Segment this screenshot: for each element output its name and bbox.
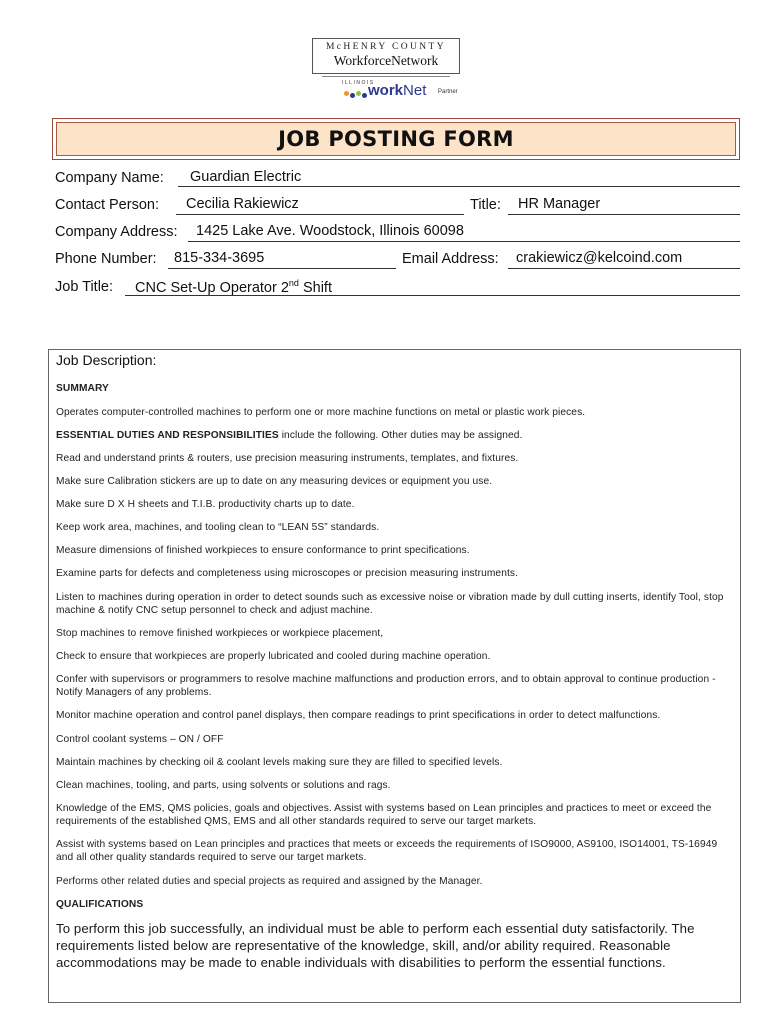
job-description-heading: Job Description: xyxy=(56,352,157,368)
logo-county-text: McHENRY COUNTY xyxy=(325,42,447,52)
logo-dot-icon xyxy=(356,91,361,96)
phone-number-value: 815-334-3695 xyxy=(174,250,265,266)
phone-number-field-line xyxy=(168,268,396,269)
duty-item: Assist with systems based on Lean principles and practices that meets or exceeds the requirements of ISO9000, AS9100, ISO14001, TS-16949 and all other quality standards required to serve our target markets. xyxy=(56,839,718,863)
email-address-value: crakiewicz@kelcoind.com xyxy=(516,250,683,266)
duties-intro: include the following. Other duties may be assigned. xyxy=(278,430,523,441)
job-title-value xyxy=(135,278,332,296)
duty-item: Examine parts for defects and completeness using microscopes or precision measuring instruments. xyxy=(56,568,519,579)
logo-worknet-text xyxy=(368,82,426,99)
job-title-suffix: Shift xyxy=(298,279,332,296)
duty-item: Control coolant systems – ON / OFF xyxy=(56,734,224,745)
company-name-label: Company Name: xyxy=(55,170,164,186)
job-title-main: CNC Set-Up Operator 2 xyxy=(135,279,289,296)
duty-item: Make sure Calibration stickers are up to date on any measuring devices or equipment you use. xyxy=(56,476,493,487)
duty-item: Knowledge of the EMS, QMS policies, goals and objectives. Assist with systems based on Lean principles and practices to meet or exceed the requirements of the established QMS, EMS and all other standards required to serve our target markets. xyxy=(56,803,712,827)
logo-network-text: WorkforceNetwork xyxy=(333,53,439,68)
duty-item: Performs other related duties and special projects as required and assigned by the Manager. xyxy=(56,876,483,887)
duty-item: Check to ensure that workpieces are properly lubricated and cooled during machine operation. xyxy=(56,651,491,662)
logo-work-text: work xyxy=(368,82,404,99)
duty-item: Read and understand prints & routers, use precision measuring instruments, templates, and fixtures. xyxy=(56,453,519,464)
company-address-label: Company Address: xyxy=(55,224,178,240)
contact-person-label: Contact Person: xyxy=(55,197,159,213)
title-label: Title: xyxy=(470,197,501,213)
duty-item: Clean machines, tooling, and parts, using solvents or solutions and rags. xyxy=(56,780,391,791)
qualifications-heading: QUALIFICATIONS xyxy=(56,899,144,910)
contact-person-field-line xyxy=(176,214,464,215)
qualifications-text: To perform this job successfully, an individual must be able to perform each essential duty satisfactorily. The requirements listed below are representative of the knowledge, skill, and/or ability required. Reasonable accommodations may be made to enable individuals with disabilities to perform the essential functions. xyxy=(56,921,695,970)
job-title-label: Job Title: xyxy=(55,279,114,295)
duty-item: Measure dimensions of finished workpieces to ensure conformance to print specifications. xyxy=(56,545,470,556)
phone-number-label: Phone Number: xyxy=(55,251,157,267)
contact-person-value: Cecilia Rakiewicz xyxy=(186,196,299,212)
job-title-superscript: nd xyxy=(288,278,299,288)
duty-item: Confer with supervisors or programmers to resolve machine malfunctions and production errors, and to obtain approval to continue production - Notify Managers of any problems. xyxy=(56,674,716,698)
company-address-value: 1425 Lake Ave. Woodstock, Illinois 60098 xyxy=(196,223,464,239)
email-address-field-line xyxy=(508,268,740,269)
title-value: HR Manager xyxy=(518,196,601,212)
logo-illinois-text: ILLINOIS xyxy=(342,80,375,86)
duty-item: Monitor machine operation and control panel displays, then compare readings to print specifications in order to detect malfunctions. xyxy=(56,710,661,721)
logo-dot-icon xyxy=(362,93,367,98)
duty-item: Stop machines to remove finished workpieces or workpiece placement, xyxy=(56,628,384,639)
duties-heading: ESSENTIAL DUTIES AND RESPONSIBILITIES xyxy=(56,430,279,441)
logo-dot-icon xyxy=(350,93,355,98)
email-address-label: Email Address: xyxy=(402,251,499,267)
duty-item: Make sure D X H sheets and T.I.B. productivity charts up to date. xyxy=(56,499,355,510)
logo-partner-text: Partner xyxy=(438,89,458,95)
illinois-worknet-logo xyxy=(338,80,468,102)
duty-item: Listen to machines during operation in order to detect sounds such as excessive noise or vibration made by dull cutting inserts, identify Tool, stop machine & notify CNC setup personnel to check and adjust machine. xyxy=(56,592,724,616)
logo-net-text: Net xyxy=(403,82,427,99)
duty-item: Maintain machines by checking oil & coolant levels making sure they are filled to specified levels. xyxy=(56,757,503,768)
duties-heading-line xyxy=(56,429,736,442)
title-field-line xyxy=(508,214,740,215)
workforce-network-logo xyxy=(312,38,460,74)
job-title-field-line xyxy=(125,295,740,296)
title-banner xyxy=(56,122,736,156)
logo-divider xyxy=(322,76,450,77)
summary-heading: SUMMARY xyxy=(56,383,109,394)
company-address-field-line xyxy=(188,241,740,242)
logo-dot-icon xyxy=(344,91,349,96)
summary-text: Operates computer-controlled machines to perform one or more machine functions on metal or plastic work pieces. xyxy=(56,407,586,418)
company-name-field-line xyxy=(178,186,740,187)
page-title: JOB POSTING FORM xyxy=(278,127,514,151)
duty-item: Keep work area, machines, and tooling clean to “LEAN 5S” standards. xyxy=(56,522,380,533)
company-name-value: Guardian Electric xyxy=(190,169,302,185)
